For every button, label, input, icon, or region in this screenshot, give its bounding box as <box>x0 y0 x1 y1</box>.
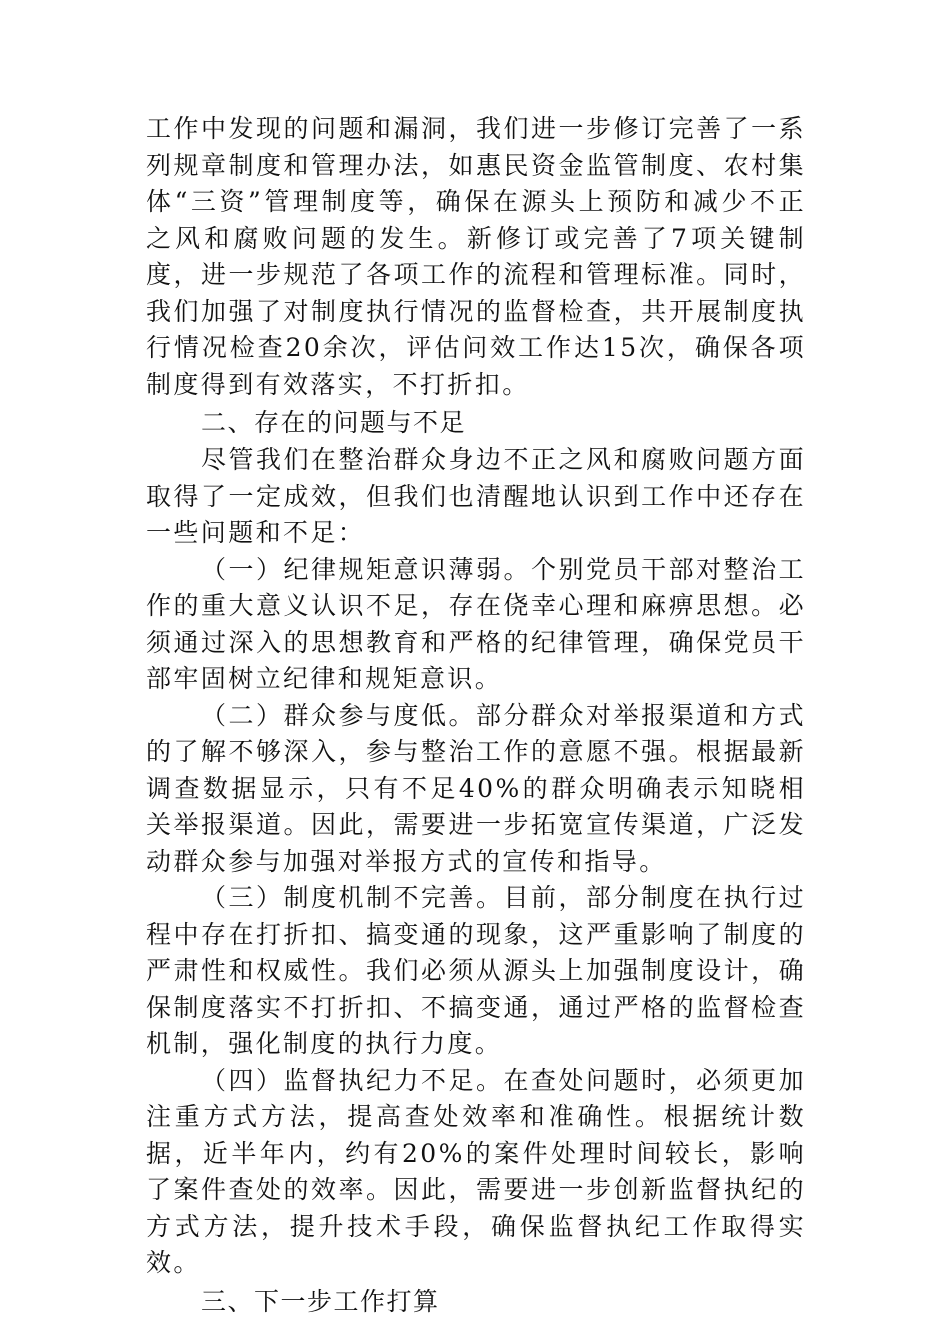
section-heading-problems: 二、存在的问题与不足 <box>201 408 467 437</box>
document-page <box>146 111 806 1321</box>
paragraph-problems-intro: 尽管我们在整治群众身边不正之风和腐败问题方面取得了一定成效，但我们也清醒地认识到工作中还存在一些问题和不足： <box>146 445 806 547</box>
paragraph-continued: 工作中发现的问题和漏洞，我们进一步修订完善了一系列规章制度和管理办法，如惠民资金监管制度、农村集体“三资”管理制度等，确保在源头上预防和减少不正之风和腐败问题的发生。新修订或完善了7项关键制度，进一步规范了各项工作的流程和管理标准。同时，我们加强了对制度执行情况的监督检查，共开展制度执行情况检查20余次，评估问效工作达15次，确保各项制度得到有效落实，不打折扣。 <box>146 114 806 399</box>
list-item-problem-2: （二）群众参与度低。部分群众对举报渠道和方式的了解不够深入，参与整治工作的意愿不强。根据最新调查数据显示，只有不足40%的群众明确表示知晓相关举报渠道。因此，需要进一步拓宽宣传渠道，广泛发动群众参与加强对举报方式的宣传和指导。 <box>146 700 806 876</box>
list-item-problem-4: （四）监督执纪力不足。在查处问题时，必须更加注重方式方法，提高查处效率和准确性。根据统计数据，近半年内，约有20%的案件处理时间较长，影响了案件查处的效率。因此，需要进一步创新监督执纪的方式方法，提升技术手段，确保监督执纪工作取得实效。 <box>146 1065 806 1277</box>
list-item-problem-1: （一）纪律规矩意识薄弱。个别党员干部对整治工作的重大意义认识不足，存在侥幸心理和麻痹思想。必须通过深入的思想教育和严格的纪律管理，确保党员干部牢固树立纪律和规矩意识。 <box>146 554 806 693</box>
section-heading-next-steps: 三、下一步工作打算 <box>201 1286 440 1316</box>
list-item-problem-3: （三）制度机制不完善。目前，部分制度在执行过程中存在打折扣、搞变通的现象，这严重影响了制度的严肃性和权威性。我们必须从源头上加强制度设计，确保制度落实不打折扣、不搞变通，通过严格的监督检查机制，强化制度的执行力度。 <box>146 883 806 1058</box>
